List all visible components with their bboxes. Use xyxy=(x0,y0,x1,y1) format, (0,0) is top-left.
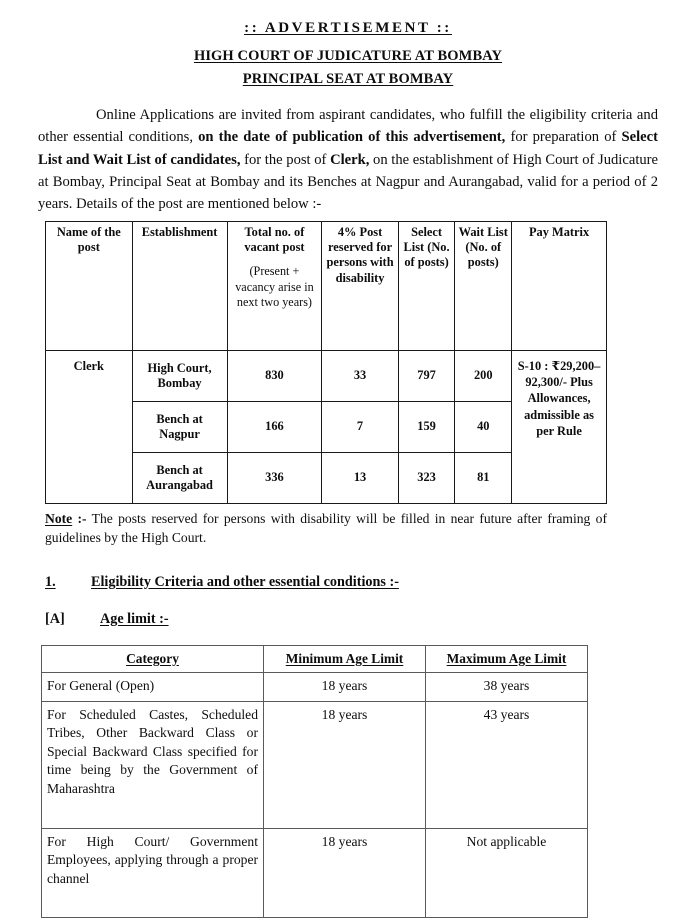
intro-text-2: for preparation of xyxy=(505,129,622,146)
cell-select-list: 797 xyxy=(398,351,455,402)
cell-wait-list: 81 xyxy=(455,453,512,504)
section-heading-eligibility xyxy=(45,574,658,591)
intro-bold-publication-date: on the date of publication of this advertisement, xyxy=(198,129,506,146)
age-limit-table xyxy=(41,645,588,918)
intro-bold-clerk: Clerk, xyxy=(330,151,370,168)
intro-paragraph xyxy=(38,104,658,215)
cell-total-vacant: 336 xyxy=(227,453,322,504)
section-number: 1. xyxy=(45,573,56,590)
cell-maximum-age: Not applicable xyxy=(426,828,588,917)
seat-title: PRINCIPAL SEAT AT BOMBAY xyxy=(242,71,454,88)
table-row xyxy=(46,351,607,402)
intro-text-1: Online Applications are invited from aspirant candidates, who fulfill the eligibility criteria and other essential conditions, xyxy=(38,107,658,146)
cell-post-name: Clerk xyxy=(46,351,133,504)
header-establishment: Establishment xyxy=(132,222,227,351)
cell-minimum-age: 18 years xyxy=(264,672,426,701)
cell-maximum-age: 43 years xyxy=(426,701,588,828)
table-row xyxy=(42,701,588,828)
intro-text-3: for the post of xyxy=(240,151,331,168)
cell-wait-list: 40 xyxy=(455,402,512,453)
cell-category: For Scheduled Castes, Scheduled Tribes, Other Backward Class or Special Backward Class specified for time being by the Government of Maharashtra xyxy=(42,701,264,828)
cell-wait-list: 200 xyxy=(455,351,512,402)
cell-reserved: 7 xyxy=(322,402,398,453)
header-reserved-disability: 4% Post reserved for persons with disability xyxy=(322,222,398,351)
header-category: Category xyxy=(42,645,264,672)
header-minimum-age: Minimum Age Limit xyxy=(264,645,426,672)
vacancy-table xyxy=(45,221,607,504)
cell-reserved: 33 xyxy=(322,351,398,402)
note-paragraph xyxy=(45,509,607,548)
header-total-vacant-note: (Present + vacancy arise in next two years) xyxy=(235,264,314,309)
cell-reserved: 13 xyxy=(322,453,398,504)
subsection-title: Age limit :- xyxy=(100,610,169,627)
vacancy-table-header-row xyxy=(46,222,607,351)
header-total-vacant xyxy=(227,222,322,351)
table-row xyxy=(42,828,588,917)
header-pay-matrix: Pay Matrix xyxy=(512,222,607,351)
subsection-marker: [A] xyxy=(45,610,65,627)
header-post-name: Name of the post xyxy=(46,222,133,351)
intro-bold-select-wait-list: Select List and Wait List of candidates, xyxy=(38,129,658,168)
header-wait-list: Wait List (No. of posts) xyxy=(455,222,512,351)
header-select-list: Select List (No. of posts) xyxy=(398,222,455,351)
note-text: The posts reserved for persons with disability will be filled in near future after framing of guidelines by the High Court. xyxy=(45,511,607,546)
cell-minimum-age: 18 years xyxy=(264,828,426,917)
cell-total-vacant: 166 xyxy=(227,402,322,453)
cell-pay-matrix: S-10 : ₹29,200–92,300/- Plus Allowances, admissible as per Rule xyxy=(512,351,607,504)
section-title: Eligibility Criteria and other essential conditions :- xyxy=(91,573,399,590)
subsection-heading-age-limit xyxy=(45,611,658,628)
court-title: HIGH COURT OF JUDICATURE AT BOMBAY xyxy=(193,48,503,65)
table-row xyxy=(42,672,588,701)
cell-establishment: High Court, Bombay xyxy=(132,351,227,402)
header-maximum-age: Maximum Age Limit xyxy=(426,645,588,672)
cell-establishment: Bench at Nagpur xyxy=(132,402,227,453)
cell-select-list: 323 xyxy=(398,453,455,504)
cell-select-list: 159 xyxy=(398,402,455,453)
note-colon: :- xyxy=(77,511,87,527)
cell-establishment: Bench at Aurangabad xyxy=(132,453,227,504)
cell-minimum-age: 18 years xyxy=(264,701,426,828)
cell-category: For General (Open) xyxy=(42,672,264,701)
cell-category: For High Court/ Government Employees, applying through a proper channel xyxy=(42,828,264,917)
cell-total-vacant: 830 xyxy=(227,351,322,402)
cell-maximum-age: 38 years xyxy=(426,672,588,701)
intro-text-4: on the establishment of High Court of Judicature at Bombay, Principal Seat at Bombay and its Benches at Nagpur and Aurangabad, valid for a period of 2 years. Details of the post are mentioned below :- xyxy=(38,151,659,212)
age-table-header-row xyxy=(42,645,588,672)
document-header xyxy=(38,18,658,90)
header-total-vacant-main: Total no. of vacant post xyxy=(244,225,305,255)
advertisement-title: :: ADVERTISEMENT :: xyxy=(244,20,452,36)
note-label: Note xyxy=(45,511,73,527)
